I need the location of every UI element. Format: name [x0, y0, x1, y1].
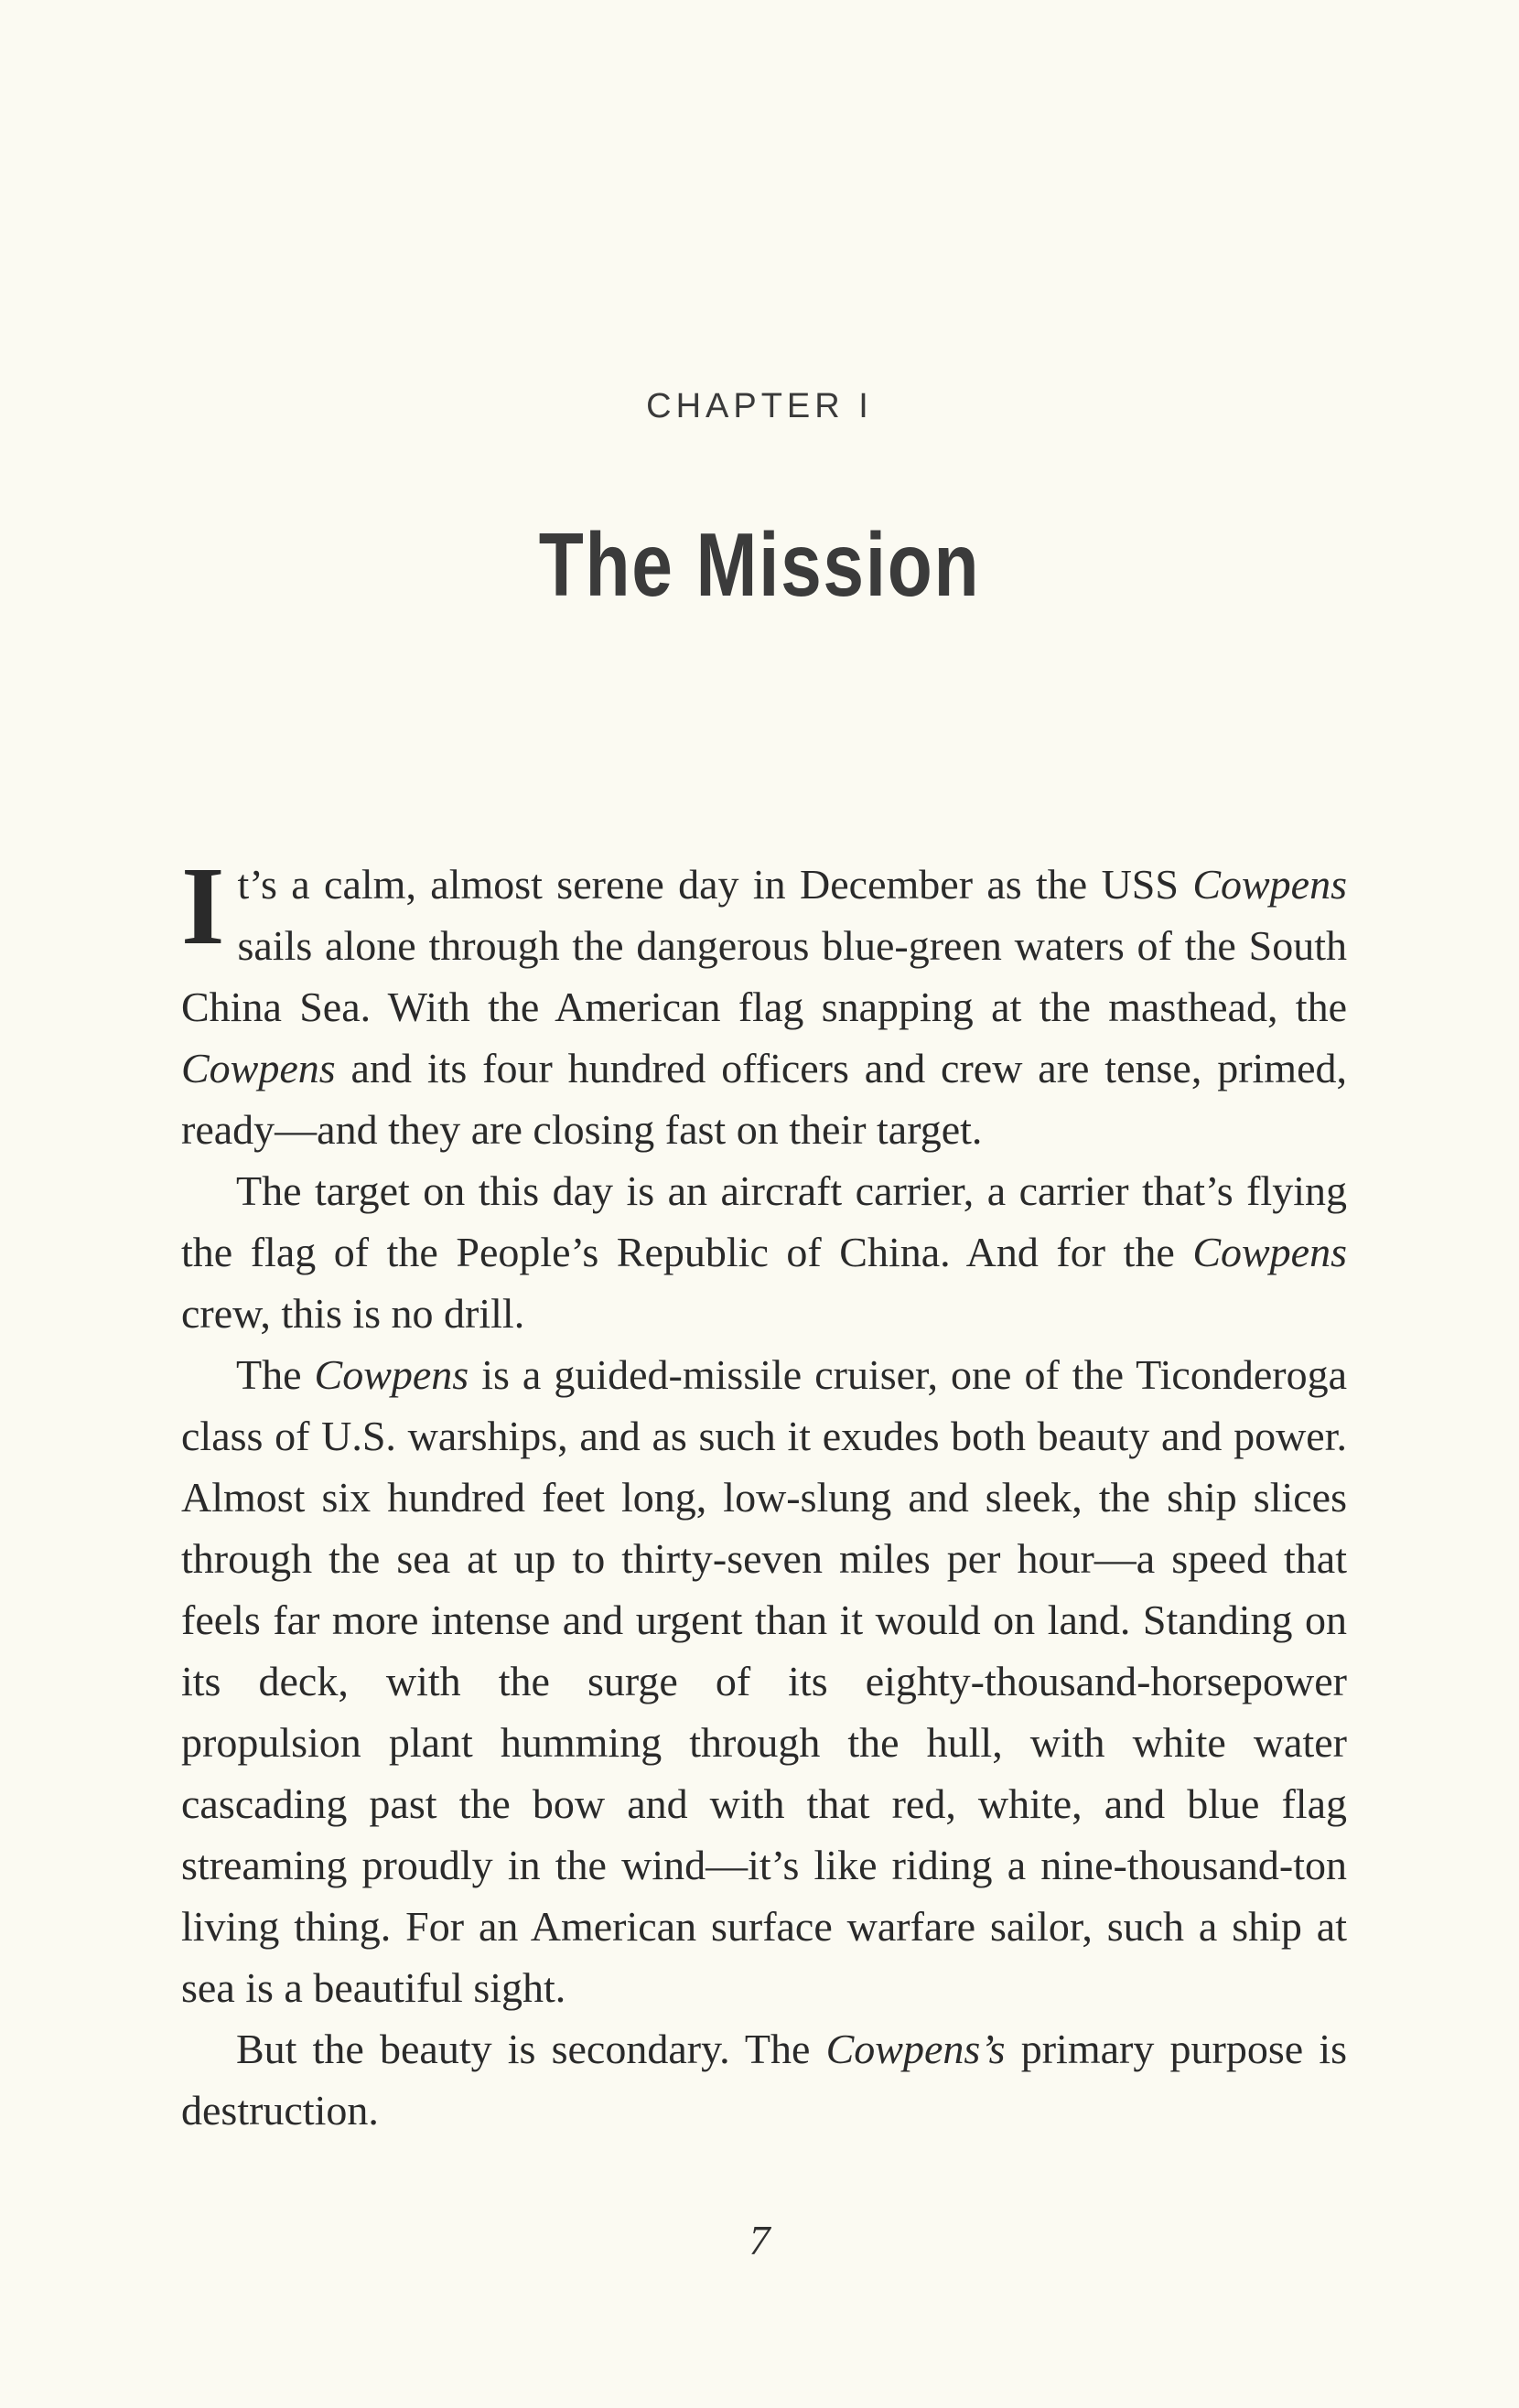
text-segment: sails alone through the dangerous blue-green waters of the South China Sea. With the American flag snapping at the masthead, the — [181, 922, 1347, 1030]
paragraph — [181, 844, 1347, 1160]
text-segment: The — [236, 1351, 315, 1398]
text-segment: crew, this is no drill. — [181, 1290, 525, 1337]
drop-cap: I — [181, 844, 225, 968]
chapter-title: The Mission — [538, 514, 981, 615]
paragraph — [181, 1160, 1347, 1344]
ship-name-italic: Cowpens — [1192, 861, 1347, 908]
page-number: 7 — [749, 2217, 770, 2263]
ship-name-italic: Cowpens’s — [825, 2026, 1006, 2072]
text-segment: is a guided-missile cruiser, one of the Ticonderoga class of U.S. warships, and as such it exudes both beauty and power. Almost six hundred feet long, low-slung and sleek, the ship slices through the sea at up to thirty-seven miles per hour—a speed that feels far more intense and urgent than it would on land. Standing on its deck, with the surge of its eighty-thousand-horsepower propulsion plant humming through the hull, with white water cascading past the bow and with that red, white, and blue flag streaming proudly in the wind—it’s like riding a nine-thousand-ton living thing. For an American surface warfare sailor, such a ship at sea is a beautiful sight. — [181, 1351, 1348, 2011]
chapter-label: CHAPTER I — [646, 387, 873, 425]
paragraph — [181, 2018, 1347, 2141]
paragraph — [181, 1344, 1347, 2018]
text-segment: The target on this day is an aircraft carrier, a carrier that’s flying the flag of the People’s Republic of China. And for the — [181, 1167, 1347, 1275]
ship-name-italic: Cowpens — [314, 1351, 469, 1398]
text-segment: and its four hundred officers and crew are tense, primed, ready—and they are closing fast on their target. — [181, 1045, 1347, 1153]
text-segment: t’s a calm, almost serene day in December as the USS — [237, 861, 1193, 908]
text-segment: But the beauty is secondary. The — [236, 2026, 826, 2072]
body-text — [181, 844, 1348, 2141]
ship-name-italic: Cowpens — [1192, 1229, 1347, 1275]
ship-name-italic: Cowpens — [181, 1045, 336, 1091]
text-segment: primary purpose is destruction. — [181, 2026, 1347, 2134]
